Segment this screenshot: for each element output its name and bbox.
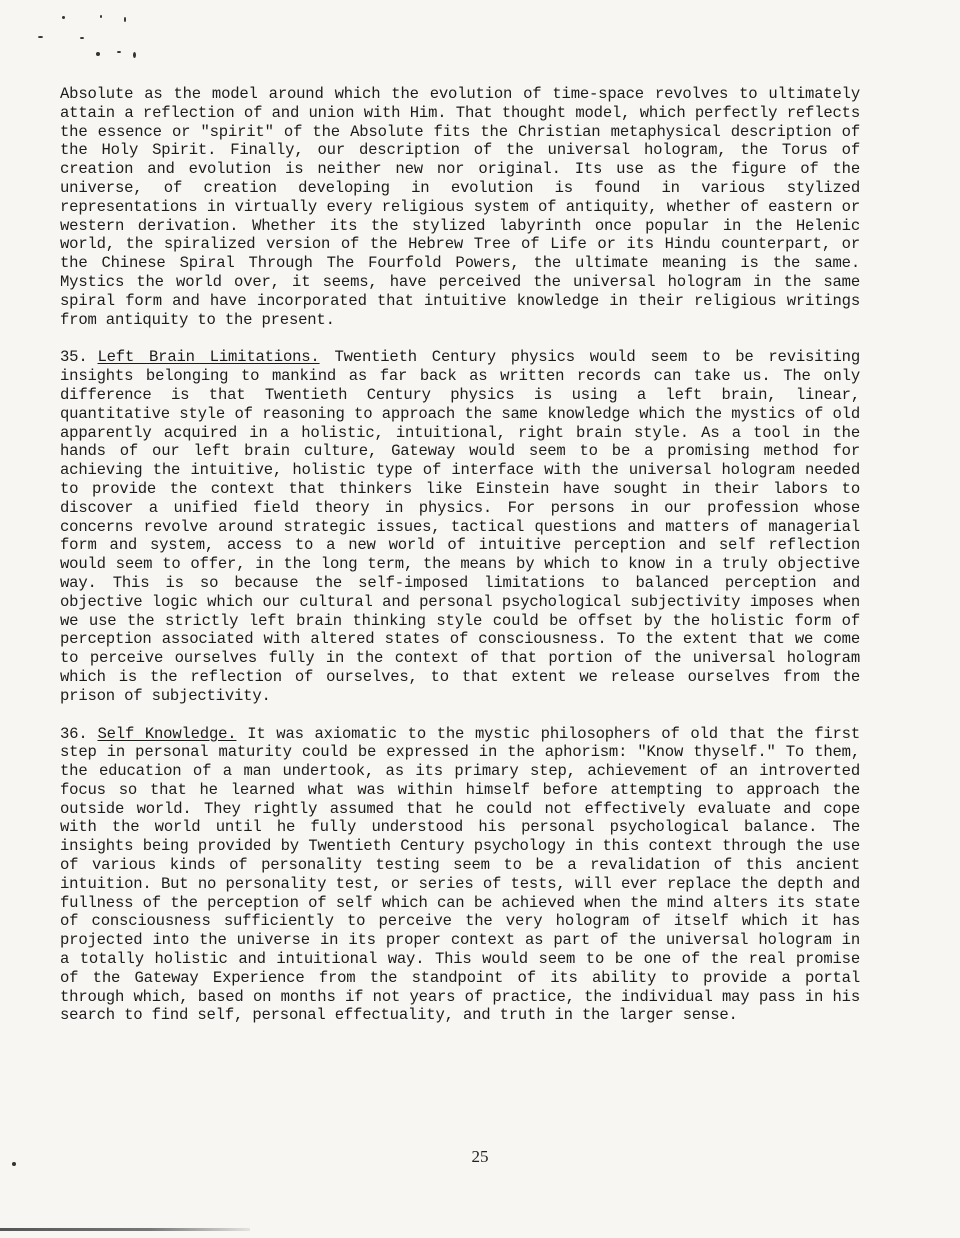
paragraph-heading: Self Knowledge. — [97, 724, 237, 743]
paragraph-text: It was axiomatic to the mystic philosophers of old that the first step in personal maturity could be expressed in the aphorism: "Know thyself." To them, the education of a man undertook, as its primary step, achievement of an introverted focus so that he learned what was within himself before attempting to approach the outside world. They rightly assumed that he could not effectively evaluate and cope with the world until he fully understood his personal psychological balance. The insights being provided by Twentieth Century psychology in this context through the use of various kinds of personality testing seem to be a revalidation of this ancient intuition. But no personality test, or series of tests, will ever replace the depth and fullness of the perception of self which can be achieved when the mind alters its state of consciousness sufficiently to perceive the very hologram of itself which it has projected into the universe in its proper context as part of the universal hologram in a totally holistic and intuitional way. This would seem to be one of the real promise of the Gateway Experience from the standpoint of its ability to provide a portal through which, based on months if not years of practice, the individual may pass in his search to find self, personal effectuality, and truth in the larger sense. — [60, 724, 860, 1025]
page-number: 25 — [471, 1147, 489, 1166]
scan-speck — [100, 15, 102, 18]
body-text — [60, 85, 860, 1044]
scan-speck — [38, 36, 43, 38]
paragraph-text: Twentieth Century physics would seem to be revisiting insights belonging to mankind as far back as written records can take us. The only difference is that Twentieth Century physics is using a left brain, linear, quantitative style of reasoning to approach the same knowledge which the mystics of old apparently acquired in a holistic, intuitional, right brain style. As a tool in the hands of our left brain culture, Gateway would seem to be a promising method for achieving the intuitive, holistic type of interface with the universal hologram needed to provide the context that thinkers like Einstein have sought in their labors to discover a unified field theory in physics. For persons in our profession whose concerns revolve around strategic issues, tactical questions and matters of managerial form and system, access to a new world of intuitive perception and self reflection would seem to offer, in the long term, the means by which to know in a truly objective way. This is so because the self-imposed limitations to balanced perception and objective logic which our cultural and personal psychological subjectivity imposes when we use the strictly left brain thinking style could be offset by the holistic form of perception associated with altered states of consciousness. To the extent that we come to perceive ourselves fully in the context of that portion of the universal hologram which is the reflection of ourselves, to that extent we release ourselves from the prison of subjectivity. — [60, 348, 860, 705]
scan-speck — [80, 37, 84, 39]
scan-speck — [133, 52, 136, 58]
paragraph-text: Absolute as the model around which the evolution of time-space revolves to ultimately attain a reflection of and union with Him. That thought model, which perfectly reflects the essence or "spirit" of the Absolute fits the Christian metaphysical description of the Holy Spirit. Finally, our description of the universal hologram, the Torus of creation and evolution is neither new nor original. Its use as the figure of the universe, of creation developing in evolution is found in various stylized representations in virtually every religious system of antiquity, whether of eastern or western derivation. Whether its the stylized labyrinth once popular in the Helenic world, the spiralized version of the Hebrew Tree of Life or its Hindu counterpart, or the Chinese Spiral Through The Fourfold Powers, the ultimate meaning is the same. Mystics the world over, it seems, have perceived the universal hologram in the same spiral form and have incorporated that intuitive knowledge in their religious writings from antiquity to the present. — [60, 85, 860, 329]
paragraph-heading: Left Brain Limitations. — [97, 348, 320, 367]
paragraph-number: 36. — [60, 724, 88, 743]
paragraph-36 — [60, 725, 860, 1026]
paragraph-35 — [60, 348, 860, 705]
paragraph-number: 35. — [60, 348, 88, 367]
scan-speck — [96, 52, 100, 56]
scan-speck — [62, 16, 65, 19]
scan-speck — [117, 51, 121, 53]
scan-edge-line — [0, 1228, 250, 1231]
paragraph-continuation — [60, 85, 860, 329]
scan-speck — [124, 17, 126, 22]
